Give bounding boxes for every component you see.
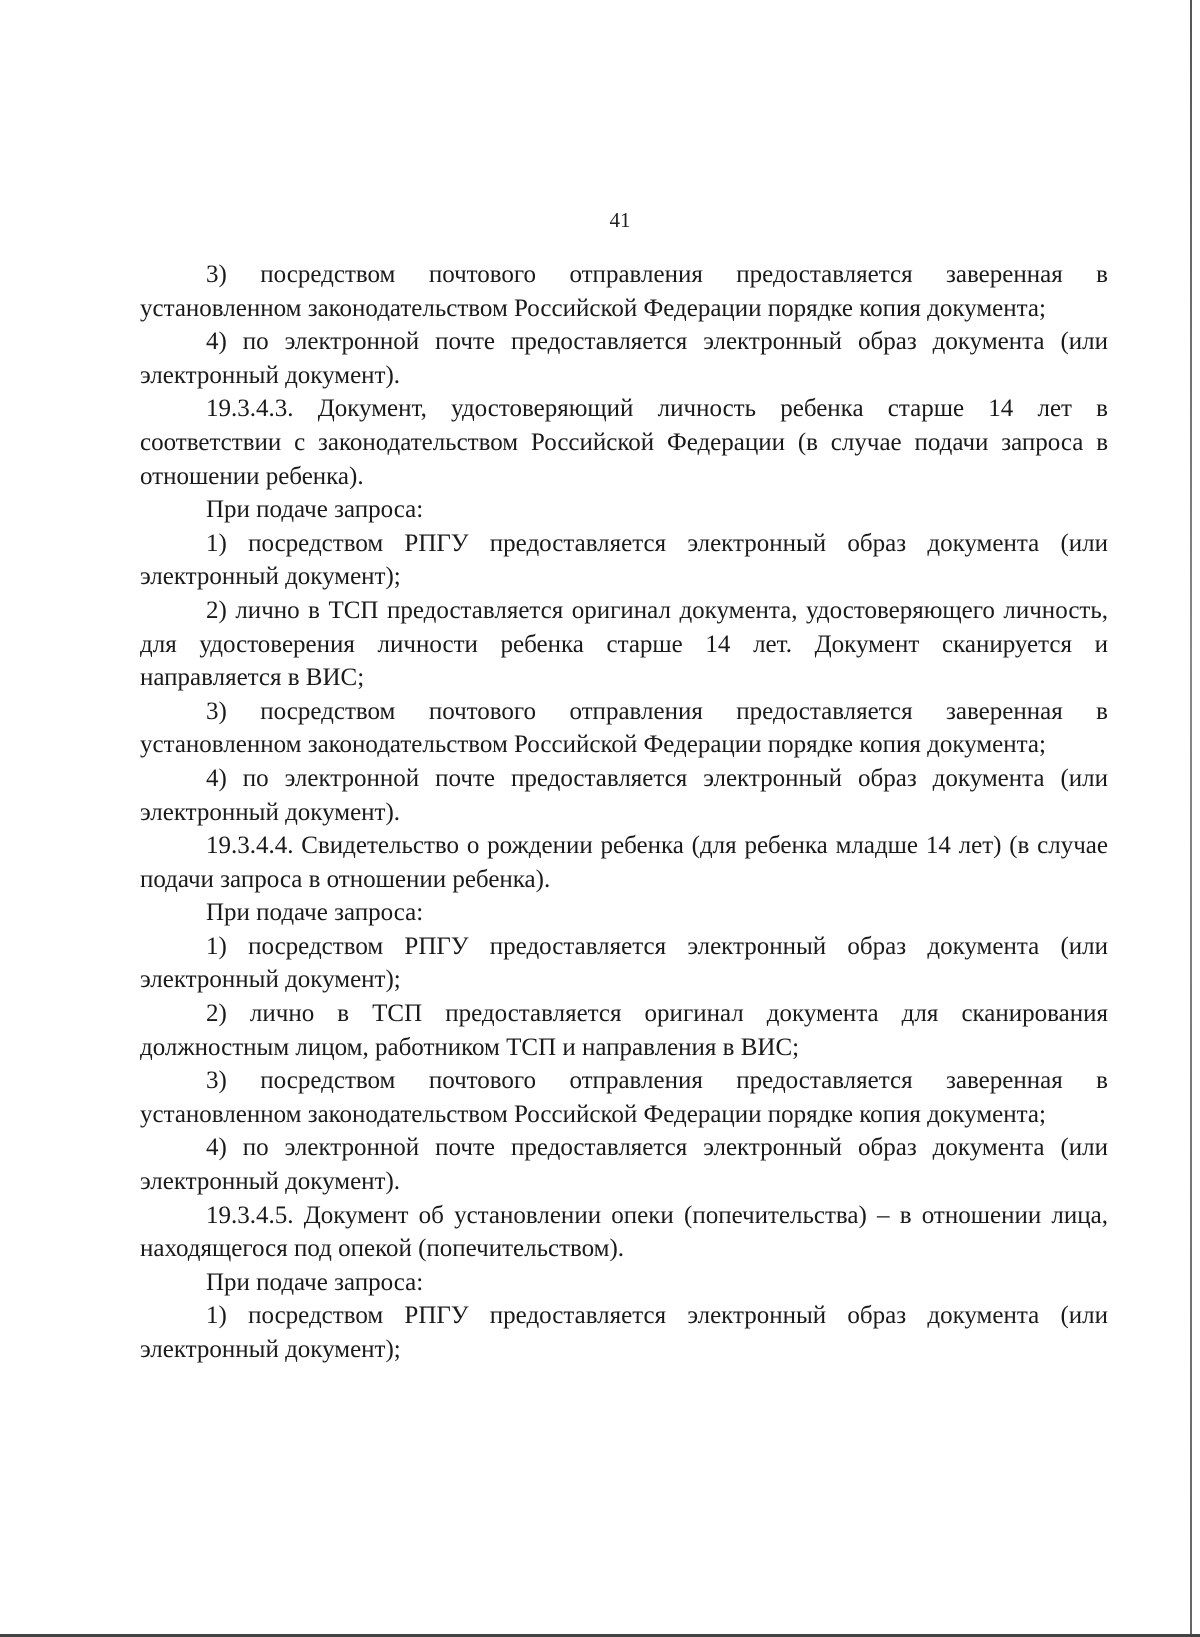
paragraph: 1) посредством РПГУ предоставляется электронный образ документа (или электронный документ); [140, 529, 1108, 591]
paragraph: 3) посредством почтового отправления предоставляется заверенная в установленном законодательством Российской Федерации порядке копия документа; [140, 697, 1108, 759]
paragraph: 1) посредством РПГУ предоставляется электронный образ документа (или электронный документ); [140, 1302, 1108, 1363]
paragraph: 2) лично в ТСП предоставляется оригинал документа, удостоверяющего личность, для удостоверения личности ребенка старше 14 лет. Документ сканируется и направляется в ВИС; [140, 596, 1108, 692]
scan-edge-right [1190, 0, 1192, 1637]
paragraph: При подаче запроса: [206, 496, 424, 524]
paragraph: 4) по электронной почте предоставляется электронный образ документа (или электронный документ). [140, 764, 1108, 826]
paragraph: При подаче запроса: [206, 1268, 424, 1296]
paragraph: 4) по электронной почте предоставляется электронный образ документа (или электронный документ). [140, 328, 1108, 389]
paragraph: 3) посредством почтового отправления предоставляется заверенная в установленном законодательством Российской Федерации порядке копия документа; [140, 261, 1108, 322]
paragraph: 2) лично в ТСП предоставляется оригинал документа для сканирования должностным лицом, работником ТСП и направления в ВИС; [140, 1000, 1108, 1061]
paragraph: При подаче запроса: [206, 899, 424, 927]
paragraph: 19.3.4.4. Свидетельство о рождении ребенка (для ребенка младше 14 лет) (в случае подачи запроса в отношении ребенка). [140, 832, 1108, 893]
paragraph: 4) по электронной почте предоставляется электронный образ документа (или электронный документ). [140, 1134, 1108, 1196]
paragraph: 19.3.4.5. Документ об установлении опеки (попечительства) – в отношении лица, находящегося под опекой (попечительством). [140, 1201, 1108, 1263]
paragraph: 19.3.4.3. Документ, удостоверяющий личность ребенка старше 14 лет в соответствии с законодательством Российской Федерации (в случае подачи запроса в отношении ребенка). [140, 395, 1108, 490]
document-body [140, 258, 1108, 1367]
page-number: 41 [609, 208, 631, 232]
paragraph: 1) посредством РПГУ предоставляется электронный образ документа (или электронный документ); [140, 932, 1108, 994]
paragraph: 3) посредством почтового отправления предоставляется заверенная в установленном законодательством Российской Федерации порядке копия документа; [140, 1067, 1108, 1128]
